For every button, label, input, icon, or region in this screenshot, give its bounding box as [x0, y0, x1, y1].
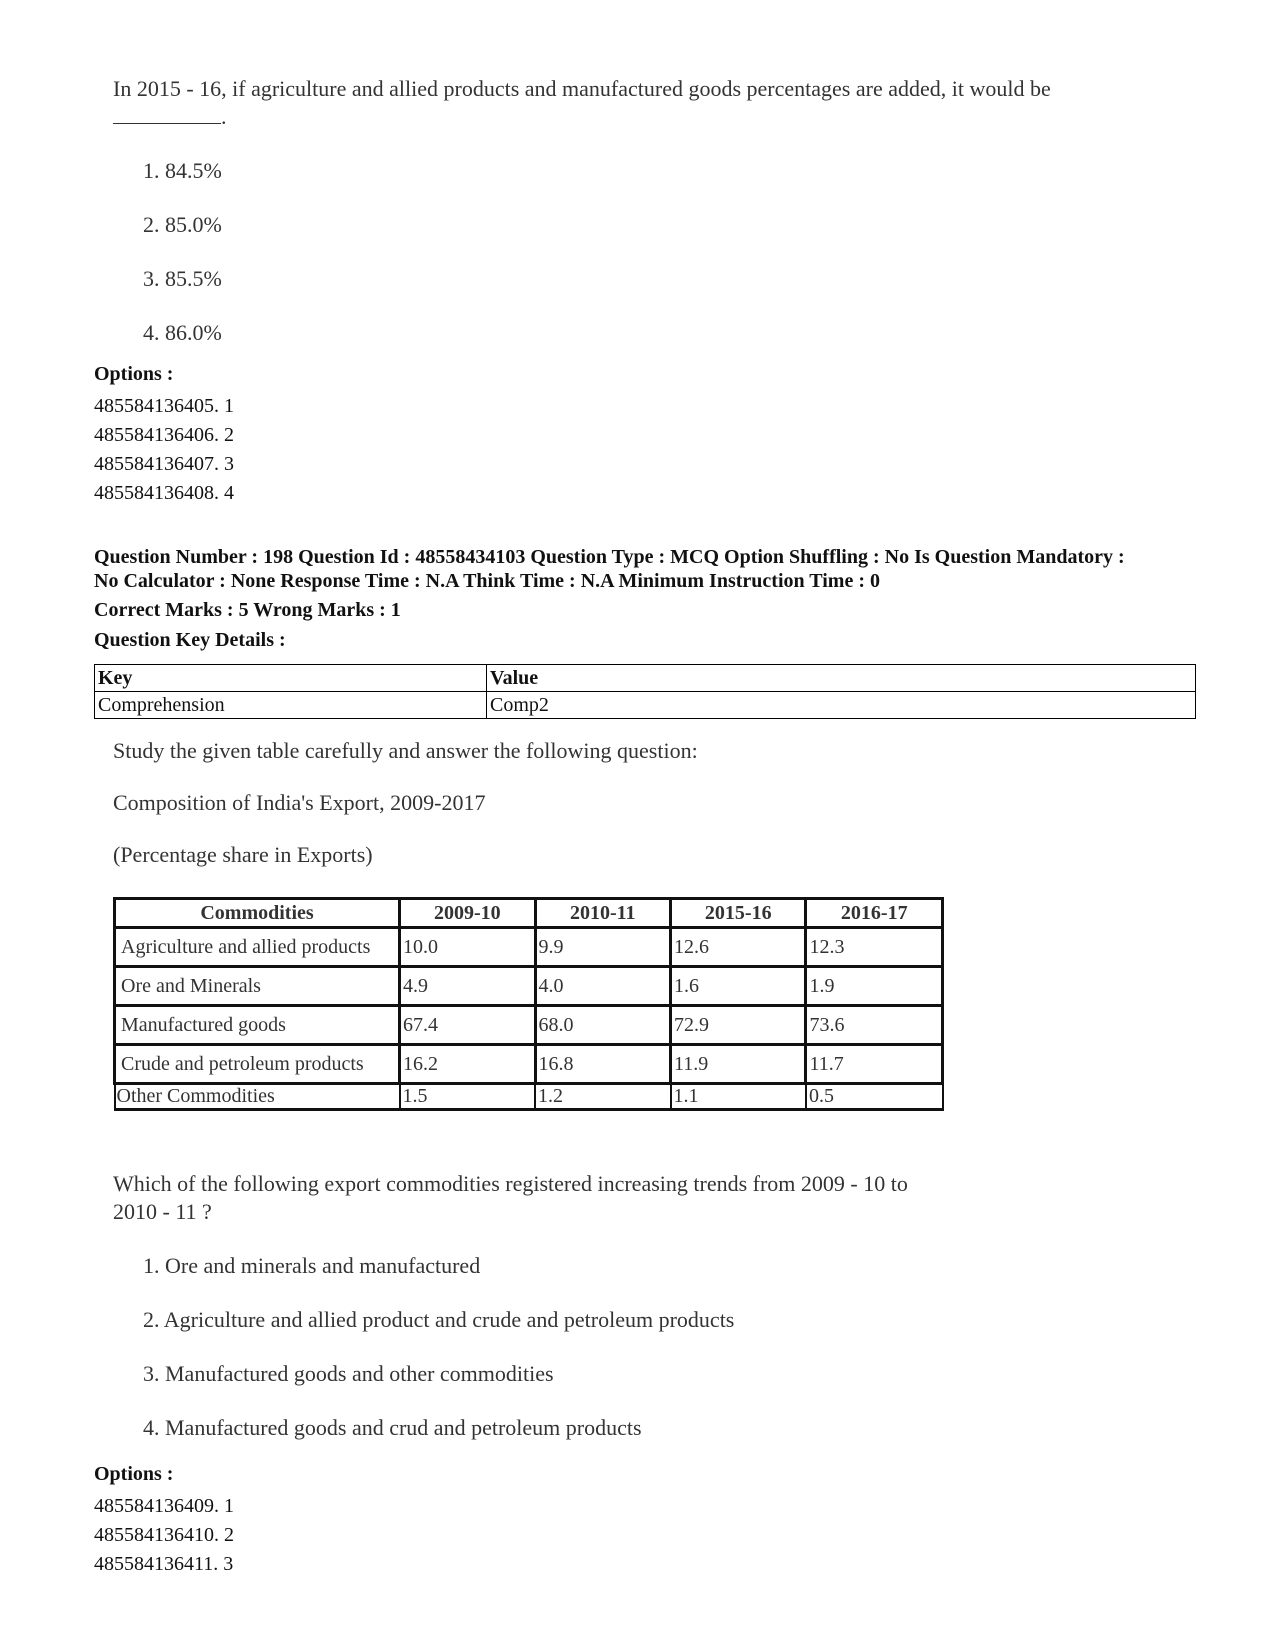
cell-value: 16.8	[535, 1045, 670, 1084]
q1-option-2: 485584136406. 2	[94, 424, 234, 446]
key-header-value: Value	[487, 665, 1196, 692]
cell-value: 73.6	[806, 1006, 943, 1045]
header-2015-16: 2015-16	[671, 899, 806, 928]
row-label: Ore and Minerals	[115, 967, 400, 1006]
header-commodities: Commodities	[115, 899, 400, 928]
cell-value: 10.0	[400, 928, 535, 967]
q2-option-2: 485584136410. 2	[94, 1524, 234, 1546]
key-header-key: Key	[95, 665, 487, 692]
q1-options-list	[94, 392, 234, 508]
key-table-row	[95, 692, 1196, 719]
cell-value: 1.2	[535, 1084, 670, 1110]
row-label: Crude and petroleum products	[115, 1045, 400, 1084]
row-label: Manufactured goods	[115, 1006, 400, 1045]
cell-value: 67.4	[400, 1006, 535, 1045]
q2-question-line-1: Which of the following export commodities registered increasing trends from 2009 - 10 to	[113, 1171, 908, 1196]
key-table-header	[95, 665, 1196, 692]
q2-marks: Correct Marks : 5 Wrong Marks : 1	[94, 599, 401, 621]
q2-option-1: 485584136409. 1	[94, 1495, 234, 1517]
q2-choice-3: 3. Manufactured goods and other commodities	[143, 1361, 554, 1386]
row-label: Agriculture and allied products	[115, 928, 400, 967]
cell-value: 16.2	[400, 1045, 535, 1084]
cell-value: 11.9	[671, 1045, 806, 1084]
q1-choice-1: 1. 84.5%	[143, 158, 222, 183]
table-row	[115, 1045, 943, 1084]
q2-choice-2: 2. Agriculture and allied product and crude and petroleum products	[143, 1307, 735, 1332]
key-cell-value: Comp2	[487, 692, 1196, 719]
table-row	[115, 1006, 943, 1045]
header-2016-17: 2016-17	[806, 899, 943, 928]
cell-value: 4.9	[400, 967, 535, 1006]
cell-value: 12.3	[806, 928, 943, 967]
cell-value: 4.0	[535, 967, 670, 1006]
q2-choice-1: 1. Ore and minerals and manufactured	[143, 1253, 481, 1278]
q1-choice-4: 4. 86.0%	[143, 320, 222, 345]
cell-value: 1.5	[400, 1084, 535, 1110]
q2-option-3: 485584136411. 3	[94, 1553, 234, 1575]
cell-value: 0.5	[806, 1084, 943, 1110]
table-row	[115, 928, 943, 967]
table-row	[115, 1084, 943, 1110]
q2-meta-line-2: No Calculator : None Response Time : N.A Think Time : N.A Minimum Instruction Time : 0	[94, 570, 880, 592]
q2-options-list	[94, 1492, 234, 1579]
q2-table-subtitle: (Percentage share in Exports)	[113, 842, 373, 867]
header-2009-10: 2009-10	[400, 899, 535, 928]
cell-value: 1.9	[806, 967, 943, 1006]
question-key-table	[94, 664, 1196, 719]
q1-option-1: 485584136405. 1	[94, 395, 234, 417]
table-row	[115, 967, 943, 1006]
q2-choice-4: 4. Manufactured goods and crud and petroleum products	[143, 1415, 642, 1440]
header-2010-11: 2010-11	[535, 899, 670, 928]
q1-choice-2: 2. 85.0%	[143, 212, 222, 237]
q1-stem: In 2015 - 16, if agriculture and allied products and manufactured goods percentages are added, it would be	[113, 76, 1051, 101]
row-label: Other Commodities	[115, 1084, 400, 1110]
q1-option-3: 485584136407. 3	[94, 453, 234, 475]
cell-value: 1.1	[671, 1084, 806, 1110]
cell-value: 11.7	[806, 1045, 943, 1084]
q1-choice-3: 3. 85.5%	[143, 266, 222, 291]
q2-options-heading: Options :	[94, 1463, 174, 1485]
key-cell-key: Comprehension	[95, 692, 487, 719]
q2-table-title: Composition of India's Export, 2009-2017	[113, 790, 486, 815]
q2-key-heading: Question Key Details :	[94, 629, 286, 651]
q2-meta-line-1: Question Number : 198 Question Id : 48558434103 Question Type : MCQ Option Shuffling : No Is Question Mandatory :	[94, 546, 1125, 568]
q2-intro: Study the given table carefully and answer the following question:	[113, 738, 698, 763]
cell-value: 72.9	[671, 1006, 806, 1045]
cell-value: 9.9	[535, 928, 670, 967]
cell-value: 12.6	[671, 928, 806, 967]
q1-answer-blank: .	[113, 104, 227, 130]
data-table-header	[115, 899, 943, 928]
q1-option-4: 485584136408. 4	[94, 482, 234, 504]
q2-question-line-2: 2010 - 11 ?	[113, 1199, 212, 1224]
cell-value: 1.6	[671, 967, 806, 1006]
q1-options-heading: Options :	[94, 363, 174, 385]
export-composition-table	[113, 897, 944, 1111]
cell-value: 68.0	[535, 1006, 670, 1045]
